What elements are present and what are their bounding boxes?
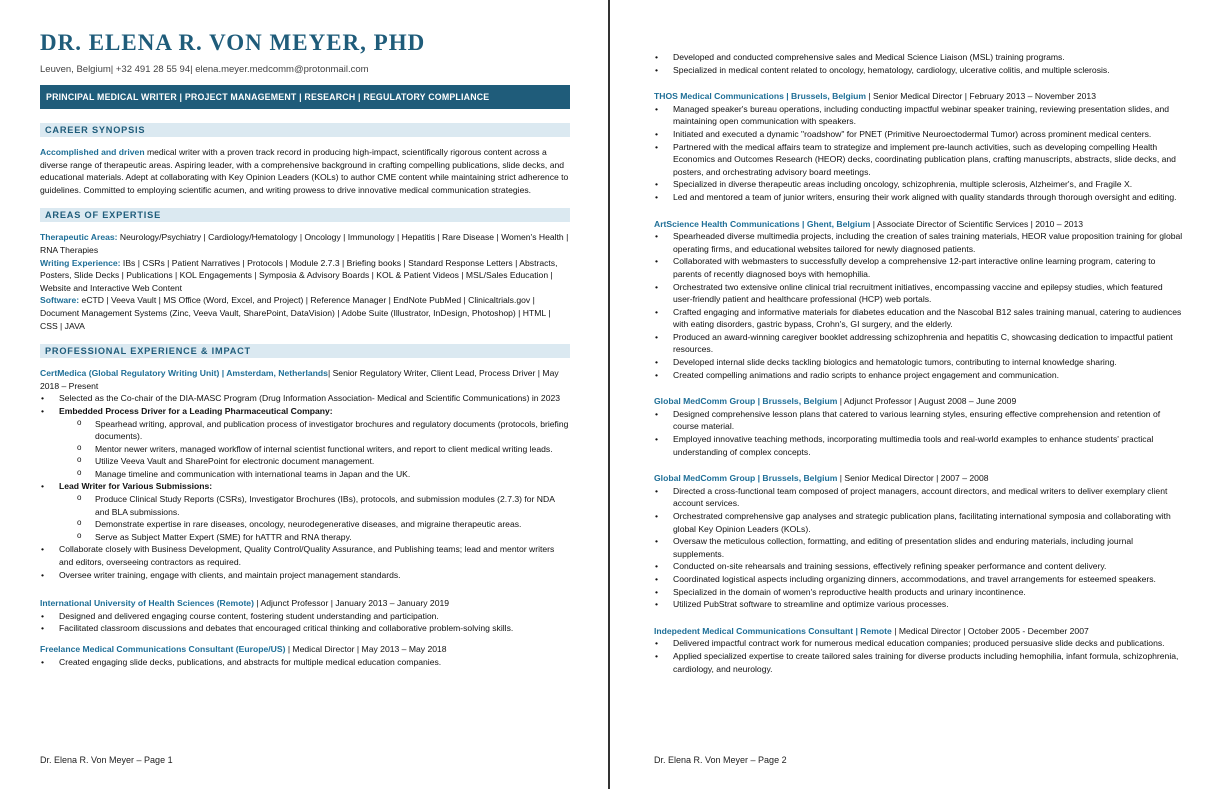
job-org: CertMedica (Global Regulatory Writing Unit) | Amsterdam, Netherlands: [40, 368, 328, 379]
synopsis-lead: Accomplished and driven: [40, 147, 145, 157]
list-item: • Orchestrated comprehensive gap analyses and strategic publication plans, facilitating international symposia and collaborating with global Key Opinion Leaders (KOLs).: [654, 510, 1183, 535]
list-item: • Developed and conducted comprehensive sales and Medical Science Liaison (MSL) training programs.: [654, 51, 1183, 64]
resume-page-1: [0, 0, 608, 789]
list-item: • Designed and delivered engaging course content, fostering student understanding and participation.: [40, 610, 570, 623]
sub-list-item: o Demonstrate expertise in rare diseases, oncology, neurodegenerative diseases, and migraine therapeutic areas.: [77, 518, 570, 531]
contact-info: Leuven, Belgium| +32 491 28 55 94| elena.meyer.medcomm@protonmail.com: [40, 64, 369, 75]
job-header: [654, 218, 1183, 231]
list-item: • Created compelling animations and radio scripts to enhance project engagement and communication.: [654, 369, 1183, 382]
expertise-label: Writing Experience:: [40, 257, 121, 268]
list-item: • Created engaging slide decks, publications, and abstracts for multiple medical education companies.: [40, 656, 570, 669]
job-entry: [654, 90, 1183, 203]
expertise-label: Software:: [40, 295, 80, 306]
job-bullets: [40, 392, 570, 417]
page-footer: Dr. Elena R. Von Meyer – Page 1: [40, 755, 173, 765]
expertise-text: IBs | CSRs | Patient Narratives | Protocols | Module 2.7.3 | Briefing books | Standard Response Letters | Abstracts, Posters, Slide Decks | Publications | KOL Engagements | Symposia & Advisory Boards | KOL & Patient Videos | MSL/Sales Education | Website and Interactive Web Content: [40, 257, 558, 293]
job-header: [40, 597, 570, 610]
sub-list-item: o Spearhead writing, approval, and publication process of investigator brochures and regulatory documents (protocols, briefing documents).: [77, 418, 570, 443]
list-item-heading: Lead Writer for Various Submissions:: [59, 481, 213, 492]
expertise-item: [40, 257, 570, 295]
job-bullets: [40, 656, 570, 669]
job-role: | Associate Director of Scientific Services | 2010 – 2013: [870, 218, 1084, 229]
list-item: • Selected as the Co-chair of the DIA-MASC Program (Drug Information Association- Medical and Scientific Communications) in 2023: [40, 392, 570, 405]
list-item: • Collaborated with webmasters to successfully develop a comprehensive 12-part interactive online learning program, catering to parents of recently diagnosed boys with hemophilia.: [654, 255, 1183, 280]
continued-bullets: [654, 51, 1183, 76]
list-item: [40, 405, 570, 418]
list-item: • Orchestrated two extensive online clinical trial recruitment initiatives, encompassing vaccine and epilepsy studies, which featured user-friendly patient and healthcare professional (HCP) web portals.: [654, 281, 1183, 306]
job-entry: [40, 597, 570, 635]
list-item: • Specialized in the domain of women's reproductive health products and urinary incontinence.: [654, 586, 1183, 599]
job-entry: [40, 367, 570, 581]
job-bullets: [654, 637, 1183, 675]
job-bullets: [40, 480, 570, 493]
list-item: • Conducted on-site rehearsals and training sessions, effectively refining speaker performance and content delivery.: [654, 560, 1183, 573]
resume-page-2: [611, 0, 1221, 789]
job-entry: [40, 643, 570, 668]
list-item: • Employed innovative teaching methods, incorporating multimedia tools and real-world examples to enhance students' practical understanding of complex concepts.: [654, 433, 1183, 458]
job-role: | Medical Director | May 2013 – May 2018: [285, 644, 447, 654]
synopsis-paragraph: [40, 146, 570, 196]
job-bullets: [654, 408, 1183, 458]
job-org: Freelance Medical Communications Consultant (Europe/US): [40, 644, 286, 654]
headline-band: PRINCIPAL MEDICAL WRITER | PROJECT MANAGEMENT | RESEARCH | REGULATORY COMPLIANCE: [40, 85, 570, 109]
job-bullets: [654, 230, 1183, 381]
job-org: International University of Health Sciences (Remote): [40, 598, 254, 609]
job-org: Global MedComm Group | Brussels, Belgium: [654, 396, 838, 407]
job-role: | Senior Medical Director | February 2013 – November 2013: [866, 91, 1096, 102]
candidate-name: DR. ELENA R. VON MEYER, PHD: [40, 30, 426, 55]
job-header: [654, 395, 1183, 408]
sub-list-item: o Utilize Veeva Vault and SharePoint for electronic document management.: [77, 455, 570, 468]
job-bullets: [40, 543, 570, 581]
list-item: • Spearheaded diverse multimedia projects, including the creation of sales training materials, HEOR value proposition training for global operating firms, and educational websites tailored for newly diagnosed patients.: [654, 230, 1183, 255]
job-role: | Medical Director | October 2005 - December 2007: [891, 625, 1089, 636]
section-heading-expertise: AREAS OF EXPERTISE: [40, 208, 570, 222]
job-entry: [654, 218, 1183, 382]
sub-list-item: o Manage timeline and communication with international teams in Japan and the UK.: [77, 468, 570, 481]
section-heading-synopsis: CAREER SYNOPSIS: [40, 123, 570, 137]
job-bullets: [654, 485, 1183, 611]
job-header: [40, 367, 570, 392]
expertise-text: Neurology/Psychiatry | Cardiology/Hematology | Oncology | Immunology | Hepatitis | Rare Disease | Women's Health | RNA Therapies: [40, 232, 569, 255]
list-item: • Initiated and executed a dynamic "roadshow" for PNET (Primitive Neuroectodermal Tumor) across prominent medical centers.: [654, 128, 1183, 141]
job-org: THOS Medical Communications | Brussels, Belgium: [654, 91, 867, 102]
list-item: • Specialized in diverse therapeutic areas including oncology, schizophrenia, multiple sclerosis, Alzheimer's, and Fragile X.: [654, 178, 1183, 191]
list-item: [40, 480, 570, 493]
list-item: • Directed a cross-functional team composed of project managers, account directors, and medical writers to deliver exemplary client account services.: [654, 485, 1183, 510]
list-item: • Delivered impactful contract work for numerous medical education companies; produced persuasive slide decks and publications.: [654, 637, 1183, 650]
expertise-list: [40, 231, 570, 332]
sub-list-item: o Serve as Subject Matter Expert (SME) for hATTR and RNA therapy.: [77, 531, 570, 544]
job-header: [654, 90, 1183, 103]
job-org: ArtScience Health Communications | Ghent, Belgium: [654, 218, 871, 229]
job-role: | Senior Medical Director | 2007 – 2008: [837, 473, 989, 484]
section-heading-experience: PROFESSIONAL EXPERIENCE & IMPACT: [40, 344, 570, 358]
job-entry: [654, 395, 1183, 458]
job-org: Global MedComm Group | Brussels, Belgium: [654, 473, 838, 484]
list-item: • Managed speaker's bureau operations, including conducting impactful webinar speaker training, reviewing presentation slides, and maintaining open communication with speakers.: [654, 103, 1183, 128]
page-footer: Dr. Elena R. Von Meyer – Page 2: [654, 755, 787, 765]
synopsis-text: medical writer with a proven track record in producing high-impact, scientifically rigorous content across a diverse range of therapeutic areas. Aspiring leader, with a comprehensive background in crafting compelling publications, slide decks, and educational materials. Adept at collaborating with Key Opinion Leaders (KOLs) to author CME content while maintaining strict adherence to guidelines. Committed to employing scientific acumen, and writing prowess to drive innovative medical communication strategies.: [40, 147, 569, 195]
job-role: | Senior Regulatory Writer, Client Lead, Process Driver | May 2018 – Present: [40, 368, 559, 391]
job-subbullets: [40, 418, 570, 481]
page-divider: [608, 0, 610, 789]
list-item: • Specialized in medical content related to oncology, hematology, cardiology, ulcerative colitis, and multiple sclerosis.: [654, 64, 1183, 77]
list-item-heading: Embedded Process Driver for a Leading Pharmaceutical Company:: [59, 405, 333, 416]
expertise-item: [40, 294, 570, 332]
job-bullets: [654, 103, 1183, 204]
list-item: • Applied specialized expertise to create tailored sales training for diverse products including hemophilia, infant formula, schizophrenia, cardiology, and neurology.: [654, 650, 1183, 675]
list-item: • Crafted engaging and informative materials for diabetes education and the Nascobal B12 sales training manual, catering to audiences with eating disorders, gastric bypass, Crohn's, GI surgery, and the elderly.: [654, 306, 1183, 331]
list-item: • Facilitated classroom discussions and debates that encouraged critical thinking and collaborative problem-solving skills.: [40, 622, 570, 635]
sub-list-item: o Mentor newer writers, managed workflow of internal scientist functional writers, and report to client medical writing leads.: [77, 443, 570, 456]
job-role: | Adjunct Professor | January 2013 – January 2019: [253, 598, 450, 609]
job-org: Indepedent Medical Communications Consultant | Remote: [654, 625, 892, 636]
list-item: • Developed internal slide decks tackling biologics and hematologic tumors, contributing to internal knowledge sharing.: [654, 356, 1183, 369]
sub-list-item: o Produce Clinical Study Reports (CSRs), Investigator Brochures (IBs), protocols, and submission modules (2.7.3) for NDA and BLA submissions.: [77, 493, 570, 518]
job-subbullets: [40, 493, 570, 543]
list-item: • Collaborate closely with Business Development, Quality Control/Quality Assurance, and Publishing teams; lead and mentor writers and editors, overseeing contractors as required.: [40, 543, 570, 568]
list-item: • Utilized PubStrat software to streamline and optimize various processes.: [654, 598, 1183, 611]
list-item: • Led and mentored a team of junior writers, ensuring their work aligned with quality standards through thorough oversight and editing.: [654, 191, 1183, 204]
expertise-item: [40, 231, 570, 256]
job-entry: [654, 472, 1183, 611]
expertise-label: Therapeutic Areas:: [40, 232, 118, 243]
list-item: • Partnered with the medical affairs team to strategize and implement pre-launch activities, such as developing compelling Health Economics and Outcomes Research (HEOR) decks, coordinating publication plans, crafting manuscripts, abstracts, slide decks, and posters, and orchestrating advisory board meetings.: [654, 141, 1183, 179]
list-item: • Designed comprehensive lesson plans that catered to various learning styles, ensuring effective comprehension and retention of course material.: [654, 408, 1183, 433]
job-header: [40, 643, 570, 656]
expertise-text: eCTD | Veeva Vault | MS Office (Word, Excel, and Project) | Reference Manager | EndNote PubMed | Clinicaltrials.gov | Document Management Systems (Zinc, Veeva Vault, SharePoint, DataVision) | Adobe Suite (Illustrator, InDesign, Photoshop) | HTML | CSS | JAVA: [40, 295, 551, 331]
job-bullets: [40, 610, 570, 635]
job-entry: [654, 625, 1183, 675]
job-header: [654, 625, 1183, 638]
list-item: • Produced an award-winning caregiver booklet addressing schizophrenia and hepatitis C, showcasing dedication to impactful patient resources.: [654, 331, 1183, 356]
list-item: • Oversaw the meticulous collection, formatting, and editing of presentation slides and enduring materials, including journal supplements.: [654, 535, 1183, 560]
job-role: | Adjunct Professor | August 2008 – June 2009: [837, 396, 1017, 407]
list-item: • Oversee writer training, engage with clients, and maintain project management standards.: [40, 569, 570, 582]
list-item: • Coordinated logistical aspects including organizing dinners, accommodations, and travel arrangements for esteemed speakers.: [654, 573, 1183, 586]
job-header: [654, 472, 1183, 485]
